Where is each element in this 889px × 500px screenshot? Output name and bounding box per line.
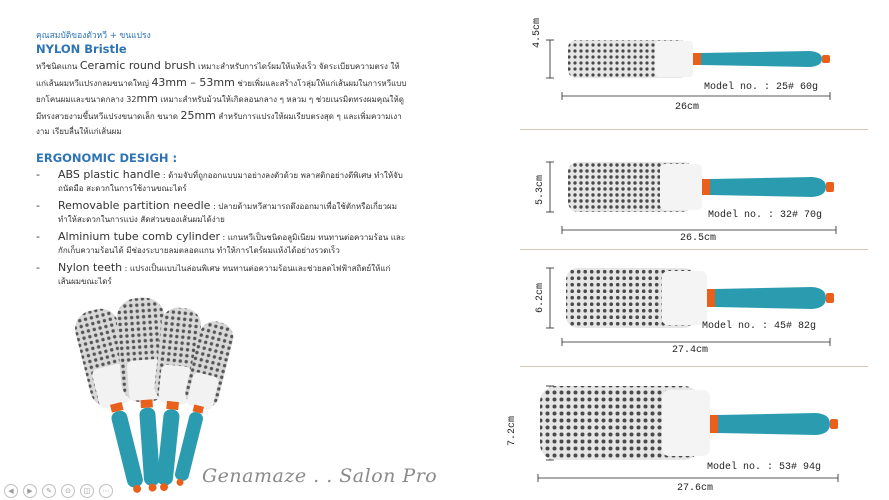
length-label: 26cm	[675, 102, 700, 113]
length-label: 27.6cm	[677, 483, 714, 494]
section-title: NYLON Bristle	[36, 42, 127, 56]
list-dash: -	[36, 229, 40, 243]
zoom-button[interactable]: ⊙	[61, 484, 75, 498]
para-part: 43mm – 53mm	[151, 75, 235, 89]
kicker-text: คุณสมบัติของตัวหวี + ขนแปรง	[36, 31, 151, 41]
length-label: 26.5cm	[680, 233, 717, 244]
prev-slide-button[interactable]: ◀	[4, 484, 18, 498]
feature-name: Nylon teeth	[58, 260, 123, 274]
feature-desc: : ปลายด้ามหวีสามารถดึงออกมาเพื่อใช้ตักหรือเกี่ยวผมทำให้สะดวกในการแบ่ง สัดส่วนของเส้นผมได้ง่าย	[58, 201, 397, 224]
list-item	[36, 168, 408, 196]
feature-desc: : แปรงเป็นแบบไนล่อนพิเศษ ทนทานต่อความร้อนและช่วยลดไฟฟ้าสถิตย์ให้แก่เส้นผมขณะไดร์	[58, 263, 391, 286]
feature-desc: : แกนหวีเป็นชนิดอลูมิเนียม ทนทานต่อความร้อน และกักเก็บความร้อนได้ มีช่องระบายลมตลอดแกน ทำให้การไดร์ผมแห้งได้อย่างรวดเร็ว	[58, 232, 406, 255]
divider	[520, 249, 868, 250]
description-paragraph	[36, 58, 408, 140]
para-part: เหมาะสำหรับการไดร์ผมให้แห้งเร็ว จัดระเบียบความตรง ให้แก่เส้นผมหวีแปรงกลมขนาดใหญ่	[36, 62, 400, 88]
para-part: สำหรับการแปรงให้ผมเรียบตรงสุด ๆ และเพิ่มความเงางาม เรียบลื่นให้แก่เส้นผม	[36, 111, 402, 136]
pen-tool-button[interactable]: ✎	[42, 484, 56, 498]
feature-list	[36, 168, 408, 289]
next-slide-button[interactable]: ▶	[23, 484, 37, 498]
para-part: mm	[136, 92, 158, 105]
para-part: เหมาะสำหรับม้วนให้เกิดลอนกลาง ๆ หลวม ๆ ช่วยเนรมิตทรงผมคุณให้ดูมีทรงสวยงามขึ้นหวีแปรงขนาดเล็ก ขนาด	[36, 95, 404, 121]
model-caption: Model no. : 32# 70g	[708, 210, 823, 221]
model-caption: Model no. : 45# 82g	[702, 321, 817, 332]
list-item	[36, 230, 408, 258]
more-options-button[interactable]: ⋯	[99, 484, 113, 498]
divider	[520, 366, 868, 367]
slides-view-button[interactable]: ◫	[80, 484, 94, 498]
para-part: Ceramic round brush	[79, 59, 196, 72]
feature-desc: : ด้ามจับที่ถูกออกแบบมาอย่างลงตัวด้วย พลาสติกอย่างดีพิเศษ ทำให้จับถนัดมือ สะดวกในการใช้งานขณะไดร์	[58, 170, 403, 193]
divider	[520, 129, 868, 130]
list-dash: -	[36, 167, 40, 181]
round-brush-photo-icon	[530, 150, 850, 240]
diameter-label: 6.2cm	[535, 282, 546, 313]
slide-nav-bar	[4, 484, 113, 498]
round-brush-photo-icon	[530, 262, 850, 357]
para-part: 25mm	[180, 108, 216, 122]
para-part: ช่วยเพิ่มและสร้างโวลุ่มให้แก่เส้นผมในการหวีแบบยกโคนผมและขนาดกลาง 32	[36, 78, 407, 104]
list-item	[36, 199, 408, 227]
watermark-text: Genamaze . . Salon Pro	[202, 465, 438, 487]
length-label: 27.4cm	[672, 345, 709, 356]
feature-name: Alminium tube comb cylinder	[58, 229, 220, 243]
model-caption: Model no. : 53# 94g	[707, 462, 822, 473]
left-column	[36, 30, 408, 292]
diameter-label: 5.3cm	[535, 174, 546, 205]
para-part: หวีชนิดแกน	[36, 62, 80, 71]
brush-group-photo-icon	[40, 280, 240, 495]
list-dash: -	[36, 260, 40, 274]
diameter-label: 7.2cm	[507, 415, 518, 446]
ergonomic-title: ERGONOMIC DESIGH :	[36, 150, 178, 165]
list-dash: -	[36, 198, 40, 212]
model-caption: Model no. : 25# 60g	[704, 82, 819, 93]
diameter-label: 4.5cm	[532, 17, 543, 48]
feature-name: ABS plastic handle	[58, 167, 161, 181]
feature-name: Removable partition needle	[58, 198, 211, 212]
